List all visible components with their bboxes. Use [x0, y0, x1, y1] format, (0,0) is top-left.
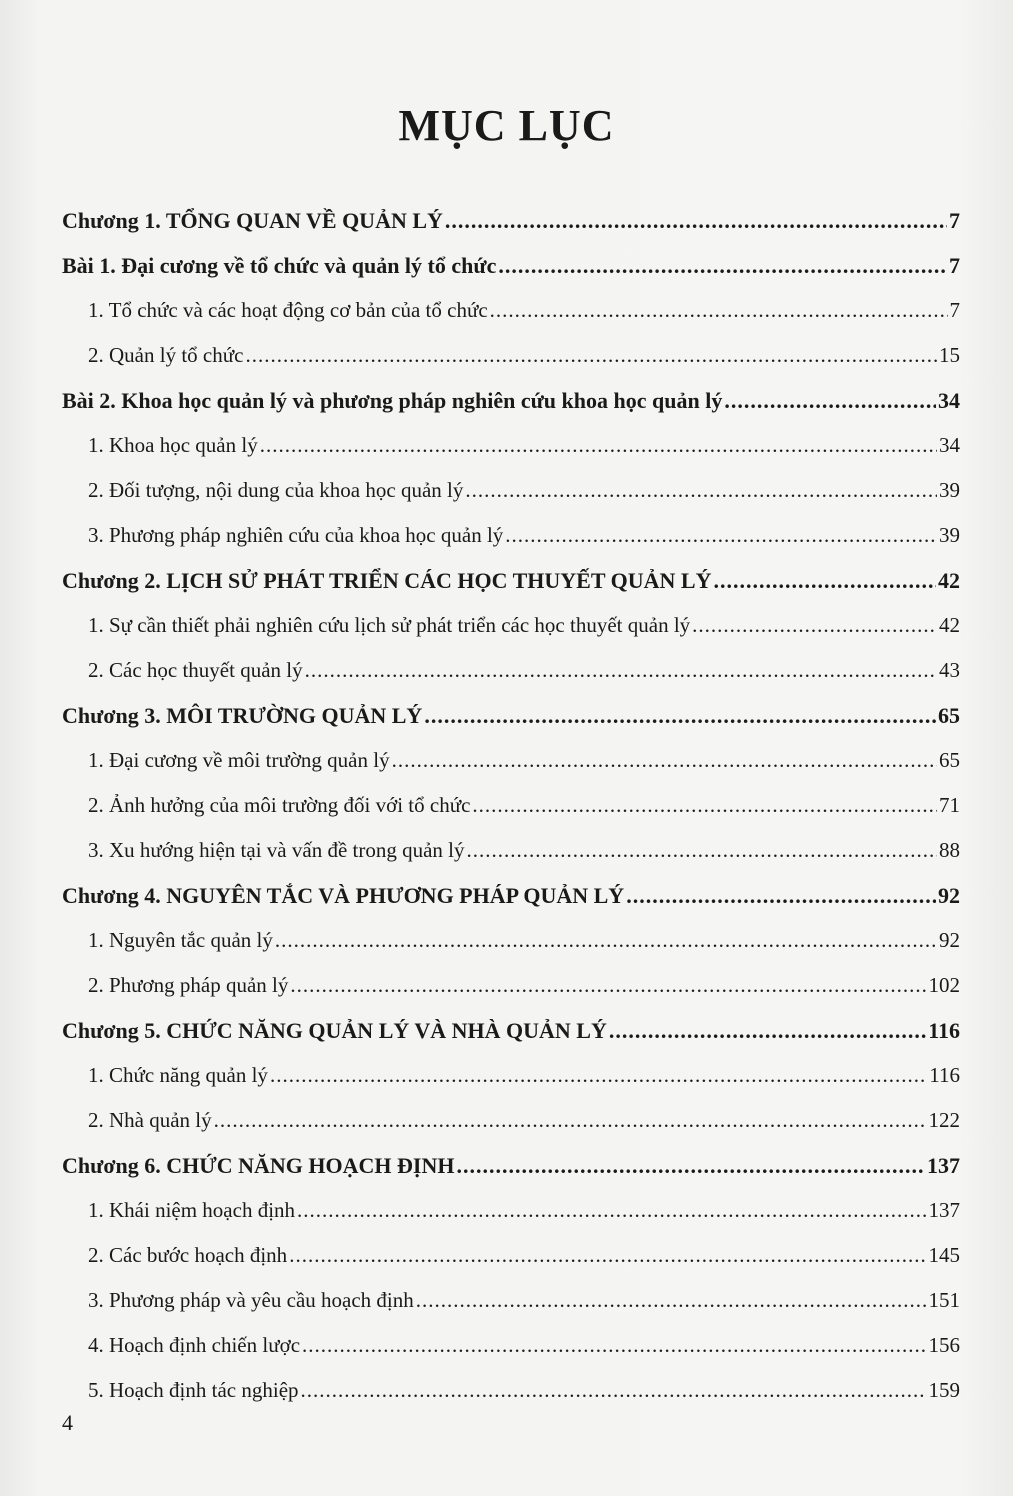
dot-leader [456, 1153, 925, 1179]
toc-entry-page: 137 [928, 1198, 960, 1222]
toc-entry-title: Chương 5. CHỨC NĂNG QUẢN LÝ VÀ NHÀ QUẢN LÝ [62, 1018, 607, 1043]
page-number: 4 [62, 1410, 73, 1435]
toc-entry-title: Chương 2. LỊCH SỬ PHÁT TRIỂN CÁC HỌC THUYẾT QUẢN LÝ [62, 568, 712, 593]
toc-entry-page: 34 [938, 388, 960, 413]
toc-entry-page: 102 [928, 973, 960, 997]
toc-entry-title: 2. Quản lý tổ chức [88, 343, 244, 367]
toc-item[interactable] [62, 478, 960, 503]
toc-entry-title: Chương 1. TỔNG QUAN VỀ QUẢN LÝ [62, 208, 443, 233]
toc-heading[interactable] [62, 703, 960, 729]
toc-entry-title: 1. Sự cần thiết phải nghiên cứu lịch sử phát triển các học thuyết quản lý [88, 613, 691, 637]
dot-leader [305, 658, 937, 683]
dot-leader [626, 883, 936, 909]
toc-item[interactable] [62, 1108, 960, 1133]
dot-leader [498, 253, 947, 279]
toc-entry-page: 15 [939, 343, 960, 367]
toc-entry-title: 2. Các học thuyết quản lý [88, 658, 303, 682]
toc-item[interactable] [62, 523, 960, 548]
toc-item[interactable] [62, 433, 960, 458]
toc-entry-title: 2. Đối tượng, nội dung của khoa học quản lý [88, 478, 464, 502]
dot-leader [214, 1108, 927, 1133]
toc-item[interactable] [62, 658, 960, 683]
toc-entry-title: Chương 3. MÔI TRƯỜNG QUẢN LÝ [62, 703, 423, 728]
toc-item[interactable] [62, 1063, 960, 1088]
toc-entry-title: 3. Xu hướng hiện tại và vấn đề trong quản lý [88, 838, 465, 862]
toc-entry-page: 34 [939, 433, 960, 457]
dot-leader [245, 343, 937, 368]
toc-entry-title: 1. Đại cương về môi trường quản lý [88, 748, 390, 772]
dot-leader [692, 613, 937, 638]
toc-item[interactable] [62, 748, 960, 773]
page-title: MỤC LỤC [398, 101, 615, 150]
dot-leader [445, 208, 947, 234]
toc-item[interactable] [62, 838, 960, 863]
toc-item[interactable] [62, 343, 960, 368]
toc-item[interactable] [62, 1198, 960, 1223]
toc-entry-title: 1. Khoa học quản lý [88, 433, 258, 457]
toc-item[interactable] [62, 298, 960, 323]
toc-heading[interactable] [62, 1153, 960, 1179]
toc-entry-title: 5. Hoạch định tác nghiệp [88, 1378, 299, 1402]
toc-entry-page: 151 [928, 1288, 960, 1312]
toc-entry-title: Chương 4. NGUYÊN TẮC VÀ PHƯƠNG PHÁP QUẢN LÝ [62, 883, 625, 908]
toc-entry-page: 71 [939, 793, 960, 817]
toc-entry-title: 2. Phương pháp quản lý [88, 973, 289, 997]
toc-item[interactable] [62, 928, 960, 953]
toc-entry-title: 2. Các bước hoạch định [88, 1243, 288, 1267]
toc-entry-page: 159 [928, 1378, 960, 1402]
toc-entry-title: 3. Phương pháp nghiên cứu của khoa học quản lý [88, 523, 504, 547]
toc-entry-page: 122 [928, 1108, 960, 1132]
toc-entry-title: 1. Chức năng quản lý [88, 1063, 268, 1087]
toc-heading[interactable] [62, 208, 960, 234]
toc-heading[interactable] [62, 568, 960, 594]
dot-leader [270, 1063, 927, 1088]
dot-leader [289, 1243, 926, 1268]
toc-entry-title: Bài 2. Khoa học quản lý và phương pháp nghiên cứu khoa học quản lý [62, 388, 723, 413]
toc-item[interactable] [62, 1243, 960, 1268]
toc-entry-page: 156 [928, 1333, 960, 1357]
dot-leader [424, 703, 936, 729]
dot-leader [275, 928, 937, 953]
toc-entry-title: 1. Tổ chức và các hoạt động cơ bản của tổ chức [88, 298, 488, 322]
toc-item[interactable] [62, 973, 960, 998]
toc-entry-title: 3. Phương pháp và yêu cầu hoạch định [88, 1288, 414, 1312]
toc-entry-title: 4. Hoạch định chiến lược [88, 1333, 301, 1357]
toc-entry-title: Bài 1. Đại cương về tổ chức và quản lý tổ chức [62, 253, 497, 278]
toc-heading[interactable] [62, 1018, 960, 1044]
toc-item[interactable] [62, 1288, 960, 1313]
toc-entry-page: 145 [928, 1243, 960, 1267]
dot-leader [260, 433, 937, 458]
toc-entry-page: 7 [949, 208, 960, 233]
toc-entry-page: 39 [939, 478, 960, 502]
toc-entry-page: 137 [927, 1153, 960, 1178]
dot-leader [490, 298, 948, 323]
dot-leader [301, 1378, 927, 1403]
dot-leader [472, 793, 937, 818]
dot-leader [609, 1018, 926, 1044]
toc-entry-page: 43 [939, 658, 960, 682]
dot-leader [467, 838, 938, 863]
toc-entry-title: Chương 6. CHỨC NĂNG HOẠCH ĐỊNH [62, 1153, 455, 1178]
toc-item[interactable] [62, 1333, 960, 1358]
toc-heading[interactable] [62, 388, 960, 414]
toc-entry-page: 92 [939, 928, 960, 952]
toc-entry-title: 2. Nhà quản lý [88, 1108, 212, 1132]
toc-item[interactable] [62, 793, 960, 818]
dot-leader [713, 568, 936, 594]
dot-leader [297, 1198, 926, 1223]
toc-entry-page: 65 [939, 748, 960, 772]
toc-entry-page: 88 [939, 838, 960, 862]
toc-heading[interactable] [62, 253, 960, 279]
toc-entry-title: 2. Ảnh hưởng của môi trường đối với tổ chức [88, 793, 471, 817]
toc-entry-title: 1. Nguyên tắc quản lý [88, 928, 273, 952]
toc-entry-page: 7 [949, 298, 960, 322]
dot-leader [290, 973, 926, 998]
toc-entry-title: 1. Khái niệm hoạch định [88, 1198, 296, 1222]
dot-leader [302, 1333, 926, 1358]
toc-entry-page: 42 [939, 613, 960, 637]
dot-leader [416, 1288, 927, 1313]
toc-entry-page: 116 [928, 1018, 960, 1043]
dot-leader [392, 748, 937, 773]
toc-entry-page: 42 [938, 568, 960, 593]
toc-entry-page: 116 [929, 1063, 960, 1087]
toc-item[interactable] [62, 1378, 960, 1403]
toc-entry-page: 7 [949, 253, 960, 278]
toc-entry-page: 39 [939, 523, 960, 547]
dot-leader [465, 478, 937, 503]
toc-entry-page: 92 [938, 883, 960, 908]
dot-leader [505, 523, 937, 548]
toc-item[interactable] [62, 613, 960, 638]
toc-entry-page: 65 [938, 703, 960, 728]
toc-heading[interactable] [62, 883, 960, 909]
dot-leader [724, 388, 936, 414]
